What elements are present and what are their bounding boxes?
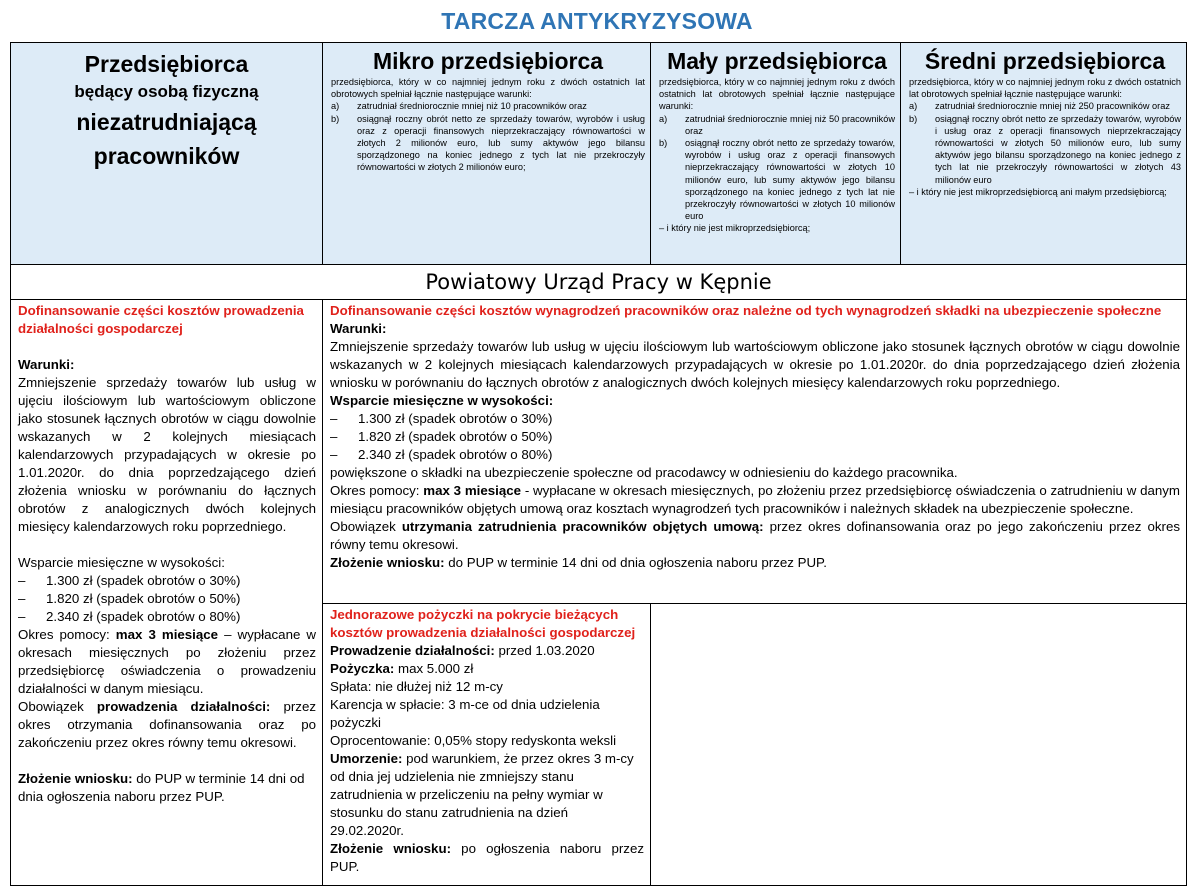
medium-item bbox=[909, 113, 1181, 186]
left-period-text: – wypłacane w okresach miesięcznych po złożeniu przez przedsiębiorcę oświadczenia o prowadzeniu działalności w danym miesiącu. bbox=[18, 627, 316, 696]
left-period-bold: max 3 miesiące bbox=[115, 627, 219, 642]
small-item-marker: b) bbox=[659, 138, 668, 149]
wages-period-bold: max 3 miesiące bbox=[423, 483, 522, 498]
header-micro bbox=[323, 43, 651, 265]
support-row bbox=[11, 300, 1187, 604]
office-name: Powiatowy Urząd Pracy w Kępnie bbox=[11, 265, 1187, 300]
loans-cell bbox=[323, 604, 651, 886]
loans-title: Jednorazowe pożyczki na pokrycie bieżących kosztów prowadzenia działalności gospodarczej bbox=[330, 607, 636, 640]
micro-item-marker: b) bbox=[331, 113, 340, 124]
small-item-text: zatrudniał średniorocznie mniej niż 50 pracowników oraz bbox=[685, 113, 895, 136]
wages-support-title: Dofinansowanie części kosztów wynagrodzeń pracowników oraz należne od tych wynagrodzeń składki na ubezpieczenie społeczne bbox=[330, 303, 1162, 318]
list-text: 2.340 zł (spadek obrotów o 80%) bbox=[358, 447, 553, 462]
left-duty-bold: prowadzenia działalności: bbox=[96, 699, 271, 714]
list-text: 2.340 zł (spadek obrotów o 80%) bbox=[46, 609, 241, 624]
wages-duty bbox=[330, 518, 1180, 554]
list-text: 1.820 zł (spadek obrotów o 50%) bbox=[46, 591, 241, 606]
header-self-employed-line2: będący osobą fizyczną bbox=[74, 82, 259, 101]
loans-run-text: przed 1.03.2020 bbox=[494, 643, 595, 658]
left-duty-label: Obowiązek bbox=[18, 699, 97, 714]
left-duty bbox=[18, 698, 316, 752]
small-intro: przedsiębiorca, który w co najmniej jednym roku z dwóch ostatnich lat obrotowych spełniał łącznie następujące warunki: bbox=[659, 77, 895, 112]
list-item bbox=[330, 410, 1180, 428]
list-dash: – bbox=[18, 609, 26, 624]
wages-period bbox=[330, 482, 1180, 518]
loans-remission-text: pod warunkiem, że przez okres 3 m-cy od dnia jej udzielenia nie zmniejszy stanu zatrudnienia w przeliczeniu na pełny wymiar w stosunku do stanu zatrudnienia na dzień 29.02.2020r. bbox=[330, 751, 634, 838]
empty-cell bbox=[651, 604, 1187, 886]
loans-grace: Karencja w spłacie: 3 m-ce od dnia udzielenia pożyczki bbox=[330, 697, 600, 730]
loans-remission bbox=[330, 750, 644, 840]
wages-submit-label: Złożenie wniosku: bbox=[330, 555, 445, 570]
list-text: 1.820 zł (spadek obrotów o 50%) bbox=[358, 429, 553, 444]
wages-increase-text: powiększone o składki na ubezpieczenie społeczne od pracodawcy w odniesieniu do każdego pracownika. bbox=[330, 465, 958, 480]
small-footer: – i który nie jest mikroprzedsiębiorcą; bbox=[659, 223, 811, 234]
left-submit-label: Złożenie wniosku: bbox=[18, 771, 133, 786]
self-employed-support-cell bbox=[11, 300, 323, 886]
list-dash: – bbox=[330, 411, 338, 426]
small-item-marker: a) bbox=[659, 113, 668, 124]
header-medium bbox=[901, 43, 1187, 265]
wages-support-label: Wsparcie miesięczne w wysokości: bbox=[330, 393, 554, 408]
wages-duty-text: przez okres dofinansowania oraz po jego zakończeniu przez okres równy temu okresowi. bbox=[330, 519, 1180, 552]
loans-submit-text: po ogłoszenia naboru przez PUP. bbox=[330, 841, 644, 874]
left-period bbox=[18, 626, 316, 698]
wages-duty-bold: utrzymania zatrudnienia pracowników objętych umową: bbox=[401, 519, 764, 534]
wages-period-text: - wypłacane w okresach miesięcznych, po złożeniu przez przedsiębiorcę oświadczenia o zatrudnieniu w danym miesiącu pracowników objętych umową oraz kosztach wynagrodzeń tych pracowników i należnych składek na ubezpieczenie społeczne. bbox=[330, 483, 1181, 516]
loans-amount-label: Pożyczka: bbox=[330, 661, 395, 676]
micro-intro: przedsiębiorca, który w co najmniej jednym roku z dwóch ostatnich lat obrotowych spełniał łącznie następujące warunki: bbox=[331, 77, 645, 100]
loans-submit-label: Złożenie wniosku: bbox=[330, 841, 451, 856]
medium-intro: przedsiębiorca, który w co najmniej jednym roku z dwóch ostatnich lat obrotowych spełniał łącznie następujące warunki: bbox=[909, 77, 1181, 100]
wages-period-label: Okres pomocy: bbox=[330, 483, 424, 498]
loans-remission-label: Umorzenie: bbox=[330, 751, 403, 766]
list-dash: – bbox=[18, 591, 26, 606]
left-conditions-text: Zmniejszenie sprzedaży towarów lub usług w ujęciu ilościowym lub wartościowym obliczone jako stosunek łącznych obrotów w ciągu dowolnie wskazanych w 2 kolejnych miesiącach kalendarzowych przypadających w okresie po 1.01.2020r. do dnia poprzedzającego dzień złożenia wniosku w porównaniu do łącznych obrotów z analogicznych dwóch kolejnych miesięcy kalendarzowych roku poprzedniego. bbox=[18, 375, 316, 534]
header-self-employed-line3: niezatrudniającą bbox=[76, 109, 257, 135]
wages-duty-label: Obowiązek bbox=[330, 519, 402, 534]
micro-title: Mikro przedsiębiorca bbox=[372, 48, 604, 74]
small-item bbox=[659, 113, 895, 137]
loans-amount bbox=[330, 660, 644, 678]
self-employed-support-title: Dofinansowanie części kosztów prowadzenia działalności gospodarczej bbox=[18, 303, 304, 336]
micro-item-text: osiągnął roczny obrót netto ze sprzedaży towarów, wyrobów i usług oraz z operacji finansowych nieprzekraczający równowartości w złotych 2 milionów euro, lub sumy aktywów jego bilansu sporządzonego na koniec jednego z tych lat nie przekroczyły równowartości w złotych 2 milionów euro; bbox=[357, 113, 645, 173]
wages-conditions-label: Warunki: bbox=[330, 321, 387, 336]
list-item bbox=[18, 590, 316, 608]
micro-item bbox=[331, 113, 645, 174]
loans-run bbox=[330, 642, 644, 660]
medium-item-marker: a) bbox=[909, 101, 918, 112]
office-row bbox=[11, 265, 1187, 300]
loans-amount-text: max 5.000 zł bbox=[394, 661, 474, 676]
header-self-employed-line4: pracowników bbox=[93, 143, 240, 169]
list-item bbox=[18, 572, 316, 590]
list-text: 1.300 zł (spadek obrotów o 30%) bbox=[358, 411, 553, 426]
wages-support-cell bbox=[323, 300, 1187, 604]
loans-repay: Spłata: nie dłużej niż 12 m-cy bbox=[330, 679, 503, 694]
medium-footer: – i który nie jest mikroprzedsiębiorcą ani małym przedsiębiorcą; bbox=[909, 186, 1167, 197]
micro-item-marker: a) bbox=[331, 101, 340, 112]
small-item bbox=[659, 137, 895, 222]
list-text: 1.300 zł (spadek obrotów o 30%) bbox=[46, 573, 241, 588]
small-item-text: osiągnął roczny obrót netto ze sprzedaży towarów, wyrobów i usług oraz z operacji finansowych nieprzekraczający równowartości w złotych 10 milionów euro, lub sumy aktywów jego bilansu sporządzonego na koniec jednego z tych lat nie przekroczyły równowartości w złotych 10 milionów euro bbox=[685, 138, 895, 222]
list-item bbox=[330, 446, 1180, 464]
loans-run-label: Prowadzenie działalności: bbox=[330, 643, 495, 658]
left-submit bbox=[18, 770, 316, 806]
list-dash: – bbox=[330, 447, 338, 462]
medium-item bbox=[909, 100, 1181, 112]
left-submit-text: do PUP w terminie 14 dni od dnia ogłoszenia naboru przez PUP. bbox=[18, 771, 305, 804]
micro-item bbox=[331, 100, 645, 112]
loans-interest: Oprocentowanie: 0,05% stopy redyskonta weksli bbox=[330, 733, 617, 748]
medium-title: Średni przedsiębiorca bbox=[924, 48, 1166, 74]
medium-item-text: osiągnął roczny obrót netto ze sprzedaży towarów, wyrobów i usług oraz z operacji finansowych nieprzekraczający równowartości w złotych 50 milionów euro, lub sumy aktywów jego bilansu sporządzonego na koniec jednego z tych lat nie przekroczyły równowartości w złotych 43 milionów euro bbox=[935, 113, 1181, 185]
medium-item-text: zatrudniał średniorocznie mniej niż 250 pracowników oraz bbox=[935, 101, 1170, 112]
info-table bbox=[10, 42, 1187, 886]
header-row bbox=[11, 43, 1187, 265]
medium-item-marker: b) bbox=[909, 113, 918, 124]
micro-description bbox=[331, 76, 645, 174]
left-period-label: Okres pomocy: bbox=[18, 627, 116, 642]
micro-item-text: zatrudniał średniorocznie mniej niż 10 pracowników oraz bbox=[357, 101, 587, 112]
list-item bbox=[330, 428, 1180, 446]
small-description bbox=[659, 76, 895, 235]
header-small bbox=[651, 43, 901, 265]
header-self-employed-line1: Przedsiębiorca bbox=[84, 51, 249, 77]
medium-description bbox=[909, 76, 1181, 198]
wages-submit bbox=[330, 554, 1180, 572]
wages-submit-text: do PUP w terminie 14 dni od dnia ogłoszenia naboru przez PUP. bbox=[444, 555, 827, 570]
document-title: TARCZA ANTYKRYZYSOWA bbox=[441, 8, 753, 34]
left-duty-text: przez okres otrzymania dofinansowania oraz po zakończeniu przez okres równy temu okresowi. bbox=[18, 699, 316, 750]
wages-conditions-text: Zmniejszenie sprzedaży towarów lub usług w ujęciu ilościowym lub wartościowym obliczone jako stosunek łącznych obrotów w ciągu dowolnie wskazanych w 2 kolejnych miesiącach kalendarzowych przypadających w okresie po 1.01.2020r. do dnia poprzedzającego dzień złożenia wniosku w porównaniu do łącznych obrotów z analogicznych dwóch kolejnych miesięcy kalendarzowych roku poprzedniego. bbox=[330, 339, 1180, 390]
loans-submit bbox=[330, 840, 644, 876]
left-support-label: Wsparcie miesięczne w wysokości: bbox=[18, 555, 225, 570]
list-item bbox=[18, 608, 316, 626]
left-conditions-label: Warunki: bbox=[18, 357, 75, 372]
small-title: Mały przedsiębiorca bbox=[667, 48, 887, 74]
list-dash: – bbox=[330, 429, 338, 444]
list-dash: – bbox=[18, 573, 26, 588]
header-self-employed bbox=[11, 43, 323, 265]
